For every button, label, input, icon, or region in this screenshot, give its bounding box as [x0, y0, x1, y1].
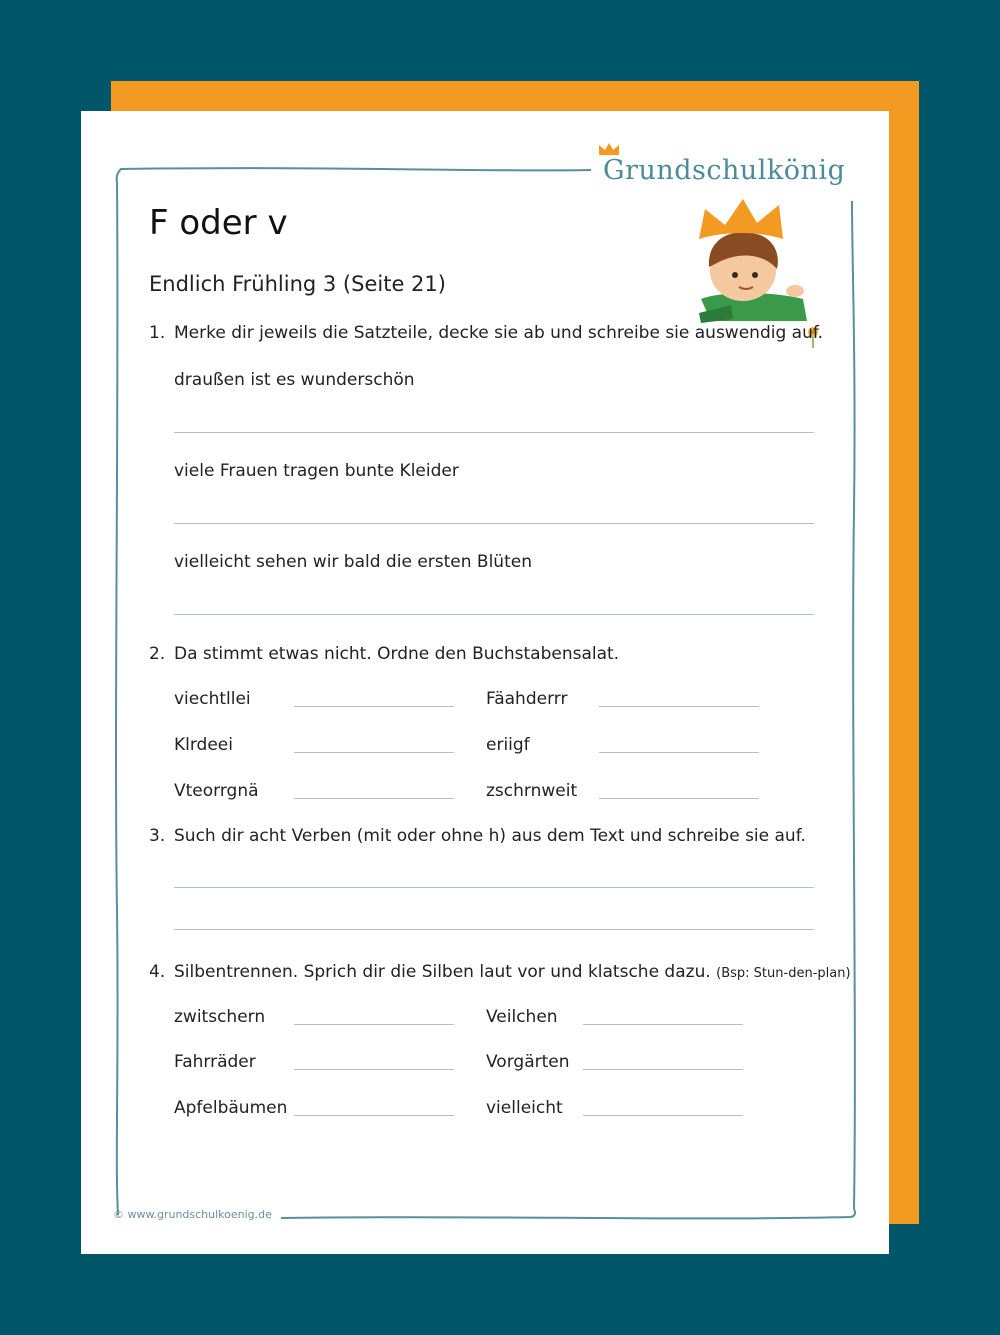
writing-line[interactable] [174, 432, 814, 433]
syllable-word: Veilchen [486, 1007, 558, 1027]
page-title: F oder v [149, 203, 288, 243]
answer-line[interactable] [294, 1024, 454, 1025]
answer-line[interactable] [583, 1069, 743, 1070]
writing-line[interactable] [174, 887, 814, 888]
answer-line[interactable] [583, 1115, 743, 1116]
task-1-phrase: draußen ist es wunderschön [174, 370, 415, 390]
task-1-phrase: vielleicht sehen wir bald die ersten Blüten [174, 552, 532, 572]
answer-line[interactable] [294, 752, 454, 753]
scrambled-word: Fäahderrr [486, 689, 568, 709]
task-2-instruction: 2. Da stimmt etwas nicht. Ordne den Buchstabensalat. [149, 644, 620, 664]
syllable-word: zwitschern [174, 1007, 266, 1027]
answer-line[interactable] [599, 706, 759, 707]
answer-line[interactable] [599, 752, 759, 753]
scrambled-word: zschrnweit [486, 781, 578, 801]
answer-line[interactable] [294, 798, 454, 799]
writing-line[interactable] [174, 523, 814, 524]
task-4-instruction: 4. Silbentrennen. Sprich dir die Silben laut vor und klatsche dazu. (Bsp: Stun-den-plan) [149, 962, 851, 982]
syllable-word: Apfelbäumen [174, 1098, 288, 1118]
scrambled-word: Vteorrgnä [174, 781, 259, 801]
scrambled-word: eriigf [486, 735, 530, 755]
scrambled-word: Klrdeei [174, 735, 233, 755]
answer-line[interactable] [294, 706, 454, 707]
task-1-instruction: 1. Merke dir jeweils die Satzteile, decke sie ab und schreibe sie auswendig auf. [149, 323, 823, 343]
example-hint: (Bsp: Stun-den-plan) [716, 966, 851, 981]
task-3-instruction: 3. Such dir acht Verben (mit oder ohne h) aus dem Text und schreibe sie auf. [149, 826, 806, 846]
syllable-word: Vorgärten [486, 1052, 570, 1072]
answer-line[interactable] [294, 1115, 454, 1116]
syllable-word: vielleicht [486, 1098, 563, 1118]
footer-copyright: © www.grundschulkoenig.de [113, 1208, 272, 1221]
writing-line[interactable] [174, 614, 814, 615]
brand-logo: Grundschulkönig [603, 155, 846, 186]
answer-line[interactable] [599, 798, 759, 799]
task-1-phrase: viele Frauen tragen bunte Kleider [174, 461, 459, 481]
answer-line[interactable] [294, 1069, 454, 1070]
answer-line[interactable] [583, 1024, 743, 1025]
page-subtitle: Endlich Frühling 3 (Seite 21) [149, 272, 446, 296]
king-mascot-icon [691, 199, 811, 324]
syllable-word: Fahrräder [174, 1052, 256, 1072]
worksheet-page [81, 111, 889, 1254]
writing-line[interactable] [174, 929, 814, 930]
scrambled-word: viechtllei [174, 689, 251, 709]
